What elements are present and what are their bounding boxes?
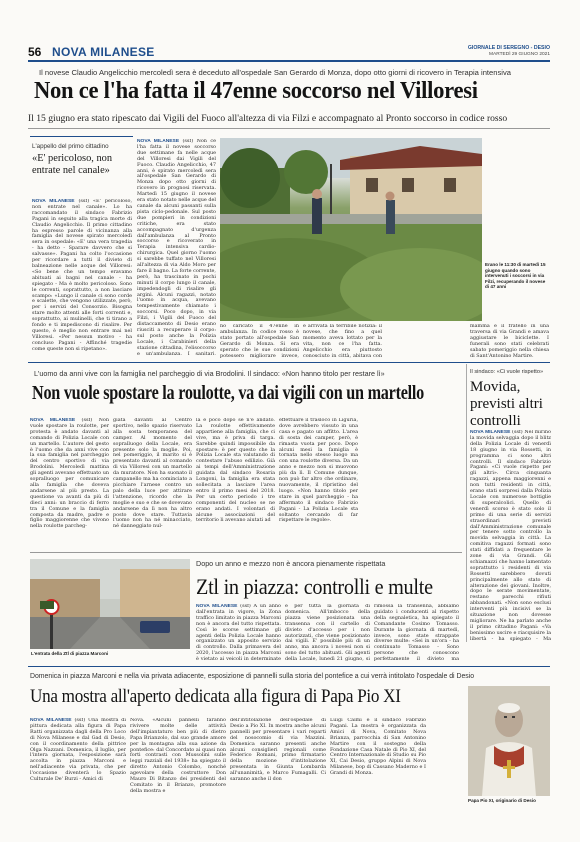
side-kicker: Il sindaco: «Ci vuole rispetto» bbox=[470, 369, 544, 375]
sidebar-text: (ssf) «E' pericoloso, non entrate nel canale». Lo ha raccomandato il sindaco Fabrizio Pagani in seguito alla tragica morte di Claudio Angelicchio. Il primo cittadino ha espresso parole di vicinanza alla famiglia del novese spirato mercoledì sera in ospedale: «E' una vera tragedia - ha detto - Sparare davvero che si salvasse». Pagani ha colto l'occasione per ricordare a tutti il divieto di balneazione nelle acque del Villoresi: «So bene che un tempo eravamo abituati ai bagni nel canale - ha spiegato - Ma è molto pericoloso. Sono le correnti, soprattutto, a non lasciare scampo: «Lungo il canale ci sono corde e scalette, che vengono utilizzate, però, per i servizi del Consorzio. Bisogna stare molto attenti alle forti correnti e, soprattutto, ai mulinelli, che ti tirano a fondo e ti impediscono di risalire. Per questo, è meglio non entrare mai nel Villoresi. «Per nessun motivo - ha concluso Pagani - Affinché tragedie come queste non si ripetano». bbox=[32, 199, 132, 352]
article1-rule bbox=[28, 128, 550, 129]
ztl-scene-illustration bbox=[30, 559, 190, 649]
article2-bottom-rule bbox=[30, 552, 462, 553]
article1-col3: no caricato il 47enne in ambulanza. In codice rosso è stato portato all'ospedale San Gerardo di Monza. Si era sperato che le sue condizioni potessero migliorare invece, bbox=[220, 324, 299, 358]
photo-scene-illustration bbox=[220, 138, 482, 321]
sidebar-kicker: L'appello del primo cittadino bbox=[32, 143, 109, 150]
side-dateline: NOVA MILANESE bbox=[470, 430, 511, 435]
article4-photo bbox=[468, 686, 550, 796]
article4-col3: dell'intitolazione dell'ospedale di Desio a Pio XI. In mostra anche alcuni pannelli per presentare i vari reparti del nosocomio di via Mazzini. Domenica saranno presenti anche alcuni consiglieri regionali come Federico Romani, primo firmatario della mozione d'intitolazione presentata in Giunta Lombarda all'unanimità, e Marco Fumagalli. Ci saranno anche il don bbox=[230, 718, 326, 783]
side-body bbox=[470, 430, 551, 642]
article1-photo bbox=[220, 138, 482, 321]
article3-dateline: NOVA MILANESE bbox=[196, 604, 238, 609]
article1-photo-caption: Erano le 11:30 di martedì 15 giugno quando sono intervenuti i soccorsi in via Filzi, recuperando il novese di 47 anni bbox=[485, 262, 546, 290]
article2-col2: giata davanti al Centro sportivo, nello spazio riservato alla sosta temporanea del camper. Al momento del sopralluogo della Locale, era presente solo la moglie. Poi, nel pomeriggio, il marito si è presentato davanti al comando di via Villoresi con un martello da muratore. Non ha suonato il campanello ma ha cominciato a picchiare l'arnese contro un palo della luce per attirare l'attenzione, ricordo che la moglie e suo e che se dovevano andarsene da lì non ha altro posto dove stare. Tuttavia l'uomo non ha né minacciato, né danneggiato nul- bbox=[113, 418, 192, 530]
article4-col1 bbox=[30, 718, 126, 806]
article1-col4: è arrivata la terribile notizia: il novese, che fino a quel momento aveva lottato per la vita, non ce l'ha fatta. Angelicchio era piuttosto conosciuto in città, abitava con bbox=[303, 324, 382, 358]
article2-col4: effettuare il trasloco in Liguria, dove avrebbero vissuto in una casa e pagato un affitto. L'area di sosta dei camper, però, è rimasta vuota per poco. Dopo alcuni mesi la famiglia è tornata nello stesso luogo ma con una roulotte diversa. Da un anno e mezzo non si muovono più da lì. Il Comune dunque, non può far altro che ordinare, nuovamente, il ripristino del luogo. «Non hanno titolo per stare in quel parcheggio - ha affermato il sindaco Fabrizio Pagani - La Polizia Locale sta soltanto cercando di far rispettare le regole». bbox=[279, 418, 358, 524]
article4-col1-text: (ssf) Una mostra di pittura dedicata alla figura di Papa Ratti organizzata dagli della Pro Loco di Nova Milanese e dal Gad di Desio, con il coordinamento della pittrice Olga Nazzani. Domenica, il luglio, per l'intera giornata, l'esposizione sarà accolta in piazza Marconi e nell'adiacente via privata, che per l'occasione diventerà lo Spazio Culturale De' Burzi - Amici di bbox=[30, 718, 126, 783]
article4-photo-caption: Papa Pio XI, originario di Desio bbox=[468, 798, 536, 803]
article2-col1 bbox=[30, 418, 109, 548]
article2-sidebox bbox=[466, 364, 550, 642]
sidebar-body bbox=[32, 199, 132, 359]
article1-subhead: Il 15 giugno era stato ripescato dai Vigili del Fuoco all'altezza di via Filzi e accompagnato al Pronto soccorso in codice rosso bbox=[28, 113, 508, 124]
article3-col1-text: (ssf) A un anno dall'entrata in vigore, la Zona traffico limitato in piazza Marconi non è ancora del tutto rispettata. Così le scorse settimane gli agenti della Polizia Locale hanno organizzato un apposito servizio di controllo. Dalla primavera del 2020, l'accesso in piazza Marconi è vietato ai veicoli in determinate bbox=[196, 604, 281, 662]
article2-headline: Non vuole spostare la roulotte, va dai vigili con un martello bbox=[32, 383, 424, 404]
article4-col2: Nova. «Alcuni pannelli faranno rivivere molte delle attività dell'impiantaturo ben più di dietro Papa Brianzolo, dal suo grande amore per la montagna alla sua azione da pontefice: dal Concordato ai quasi non forti contrasti con Mussolini sulle leggi razziali del 1938» ha spiegato il diretto Antonio Colombo, nonché agevolare della costruttore Don Mauro Di Bitanzo dei presidenti del Comitato in il Brianzo, promotore della mostra e bbox=[130, 718, 226, 794]
side-text: (ssf) Nel mirino la movida selvaggia dopo il blitz della Polizia Locale di venerdì 18 giugno in via Rossetti, in programma ci sono altri controlli. Il sindaco Fabrizio Pagani: «Ci vuole rispetto per gli altri». Circa cinquanta ragazzi, appena maggiorenni e non tutti residenti in città, erano stati sorpresi dalla Polizia Locale con numerose bottiglie di superalcolici. Quello di venerdì scorso è stato solo il primo di una serie di servizi straordinari previsti dall'Amministrazione comunale per tenere sotto controllo la movida selvaggia in città. La comitiva ragazzi formati sono stati diffidati a frequentare le zone di via Grandi. Gli schiamazzi che hanno lamentato soprattutto i residenti di via Rossetti sarebbero dovuti principalmente allo stato di alterazione dei giovani. Inoltre, dopo le serate movimentate, restano parecchi rifiuti abbandonati. «Non sono esclusi interventi più incisivi se la situazione non dovesse migliorare. Ne ha parlato anche il primo cittadino Pagani: «Va benissimo uscire e riacquisire la libertà - ha spiegato - Ma bbox=[470, 430, 551, 642]
article1-dateline: NOVA MILANESE bbox=[137, 139, 180, 144]
article1-sidebar bbox=[30, 136, 133, 358]
sidebar-quote: «E' pericoloso, non entrate nel canale» bbox=[32, 153, 113, 177]
issue-date: MARTEDÌ 29 GIUGNO 2021 bbox=[489, 52, 550, 57]
article3-bottom-rule bbox=[28, 666, 550, 667]
article1-bottom-rule bbox=[28, 362, 550, 363]
article4-kicker: Domenica in piazza Marconi e nella via privata adiacente, esposizione di pannelli sulla storia del pontefice a cui verrà intitolato l'ospedale di Desio bbox=[30, 673, 475, 680]
article1-headline: Non ce l'ha fatta il 47enne soccorso nel Villoresi bbox=[34, 78, 478, 104]
article3-col3: rimossa la transenna, abbiamo guidato i conducenti al rispetto della segnaletica, ha spiegato il Comandante Cosimo Tomasso. Durante la giornata di martedì, invece, sono state strappate diverse multe: «Sei in un'ora - ha continuato Tomasso - Sono persone che conoscono perfettamente il divieto ma bbox=[374, 604, 459, 662]
article3-photo-caption: L'entrata della Ztl di piazza Marconi bbox=[31, 651, 109, 656]
page-header bbox=[28, 44, 550, 60]
sidebar-dateline: NOVA MILANESE bbox=[32, 199, 75, 204]
side-headline: Movida, previsti altri controlli bbox=[470, 379, 543, 429]
article2-dateline: NOVA MILANESE bbox=[30, 418, 76, 423]
page-number: 56 bbox=[28, 45, 42, 59]
article1-kicker: Il novese Claudio Angelicchio mercoledì sera è deceduto all'ospedale San Gerardo di Monza, dopo otto giorni di ricovero in Terapia intensiva bbox=[39, 68, 511, 77]
pope-portrait-illustration bbox=[468, 686, 550, 796]
header-rule bbox=[28, 60, 550, 62]
article3-photo bbox=[30, 559, 190, 649]
article2-kicker: L'uomo da anni vive con la famiglia nel parcheggio di via Brodolini. Il sindaco: «Non hanno titolo per restare lì» bbox=[34, 369, 385, 378]
section-name: NOVA MILANESE bbox=[52, 45, 155, 59]
article1-col2-text: (ssf) Non ce l'ha fatta il novese soccorso due settimane fa nelle acque del Villoresi dai Vigili del Fuoco. Claudio Angelicchio, 47 anni, è spirato mercoledì sera all'ospedale San Gerardo di Monza dopo otto giorni di ricovero in prognosi riservata. Martedì 15 giugno il novese era stato notato nelle acque del canale da alcuni passanti sulla pista ciclo-pedonale. Sul posto due pompieri in condizioni critiche, era stato accompagnato d'urgenza dall'ambulanza al Pronto soccorso e ricoverato in Terapia intensiva cardio-chirurgica. Quel giorno l'uomo si sarebbe tuffato nel Villoresi all'altezza di via Aldo Moro per fare il bagno. La forte corrente, però, ha trascinato in pochi minuti il corpo lungo il canale, impedendogli di risalire gli argini. Alcuni ragazzi, notato l'uomo in acqua, avevano tempestivamente chiamato i soccorsi. Poco dopo, in via Filzi, i Vigili del Fuoco del distaccamento di Desio erano riusciti a recuperare il corpo: sul posto anche la Polizia Locale, i Carabinieri della stazione cittadina, l'elisoccorso e un'ambulanza. I sanitari, bbox=[137, 139, 216, 355]
article1-col5: mamma e il fratello in una traversa di via Grandi e amava aggiustare le biciclette. I funerali sono stati celebrati sabato pomeriggio nella chiesa di Sant'Antonino Martire. bbox=[470, 324, 549, 358]
article4-col4: Luigi Caimi e il sindaco Fabrizio Pagani. La mostra è organizzata da Amici di Nova, Comitato Nova Brianza, parrocchia di San Antonino Martire con il sostegno della Fondazione Casa Natale di Pio XI, del Centro Internazionale di Studio su Pio XI, Cai Desio, gruppo Alpini di Nova Milanese, bop di Cassano Maderno e I Grandi di Monza. bbox=[330, 718, 426, 777]
paper-name: GIORNALE DI SEREGNO - DESIO bbox=[467, 45, 550, 51]
article3-col1 bbox=[196, 604, 281, 662]
article3-kicker: Dopo un anno e mezzo non è ancora pienamente rispettata bbox=[196, 559, 386, 568]
article3-headline: Ztl in piazza: controlli e multe bbox=[196, 574, 433, 599]
article4-dateline: NOVA MILANESE bbox=[30, 718, 72, 723]
article4-headline: Una mostra all'aperto dedicata alla figura di Papa Pio XI bbox=[30, 686, 401, 707]
article2-col1-text: (ssf) Non vuole spostare la roulotte, per protesta è andato davanti al comando di Polizia Locale con un martello. L'autore del gesto è l'uomo che da anni vive con la sua famiglia nel parcheggio del centro sportivo di via Brodolini. Mercoledì mattina gli agenti avevano effettuato un sopralluogo per comunicare alla famiglia che doveva andarsene al più presto. La questione va avanti da più di dieci anni: un braccio di ferro tra il Comune e la famiglia composta da madre, padre e figlio maggiorenne che vivono nella roulotte parcheg- bbox=[30, 418, 109, 530]
article2-col3: la e poco dopo se n'è andato. La roulotte effettivamente appartiene alla famiglia, che ci vive, ma è priva di targa. Sarebbe quindi impossibile da spostare: è per questo che la Polizia Locale sta valutando di contestare l'abuso edilizio. Già ai tempi dell'Amministrazione guidata dal sindaco Rosaria Longoni, la famiglia era stata sollecitata a lasciare l'area entro il primo mesi del 2018. Per un certo periodo i tre componenti del nucleo se ne erano andati. I volontari di alcune associazioni del territorio li avevano aiutati ad bbox=[196, 418, 275, 524]
article1-col2 bbox=[137, 139, 216, 355]
article3-col2: e per tutta la giornata di domenica. All'imbocco della piazza viene posizionata una transenna con il cartello di divieto d'accesso per i non autorizzati, che viene posizionato dai vigili. E' possibile più di un anno, ma ancora i novesi non si sono del tutto abituati. Gli agenti della Locale, lunedì 21 giugno, si bbox=[285, 604, 370, 662]
